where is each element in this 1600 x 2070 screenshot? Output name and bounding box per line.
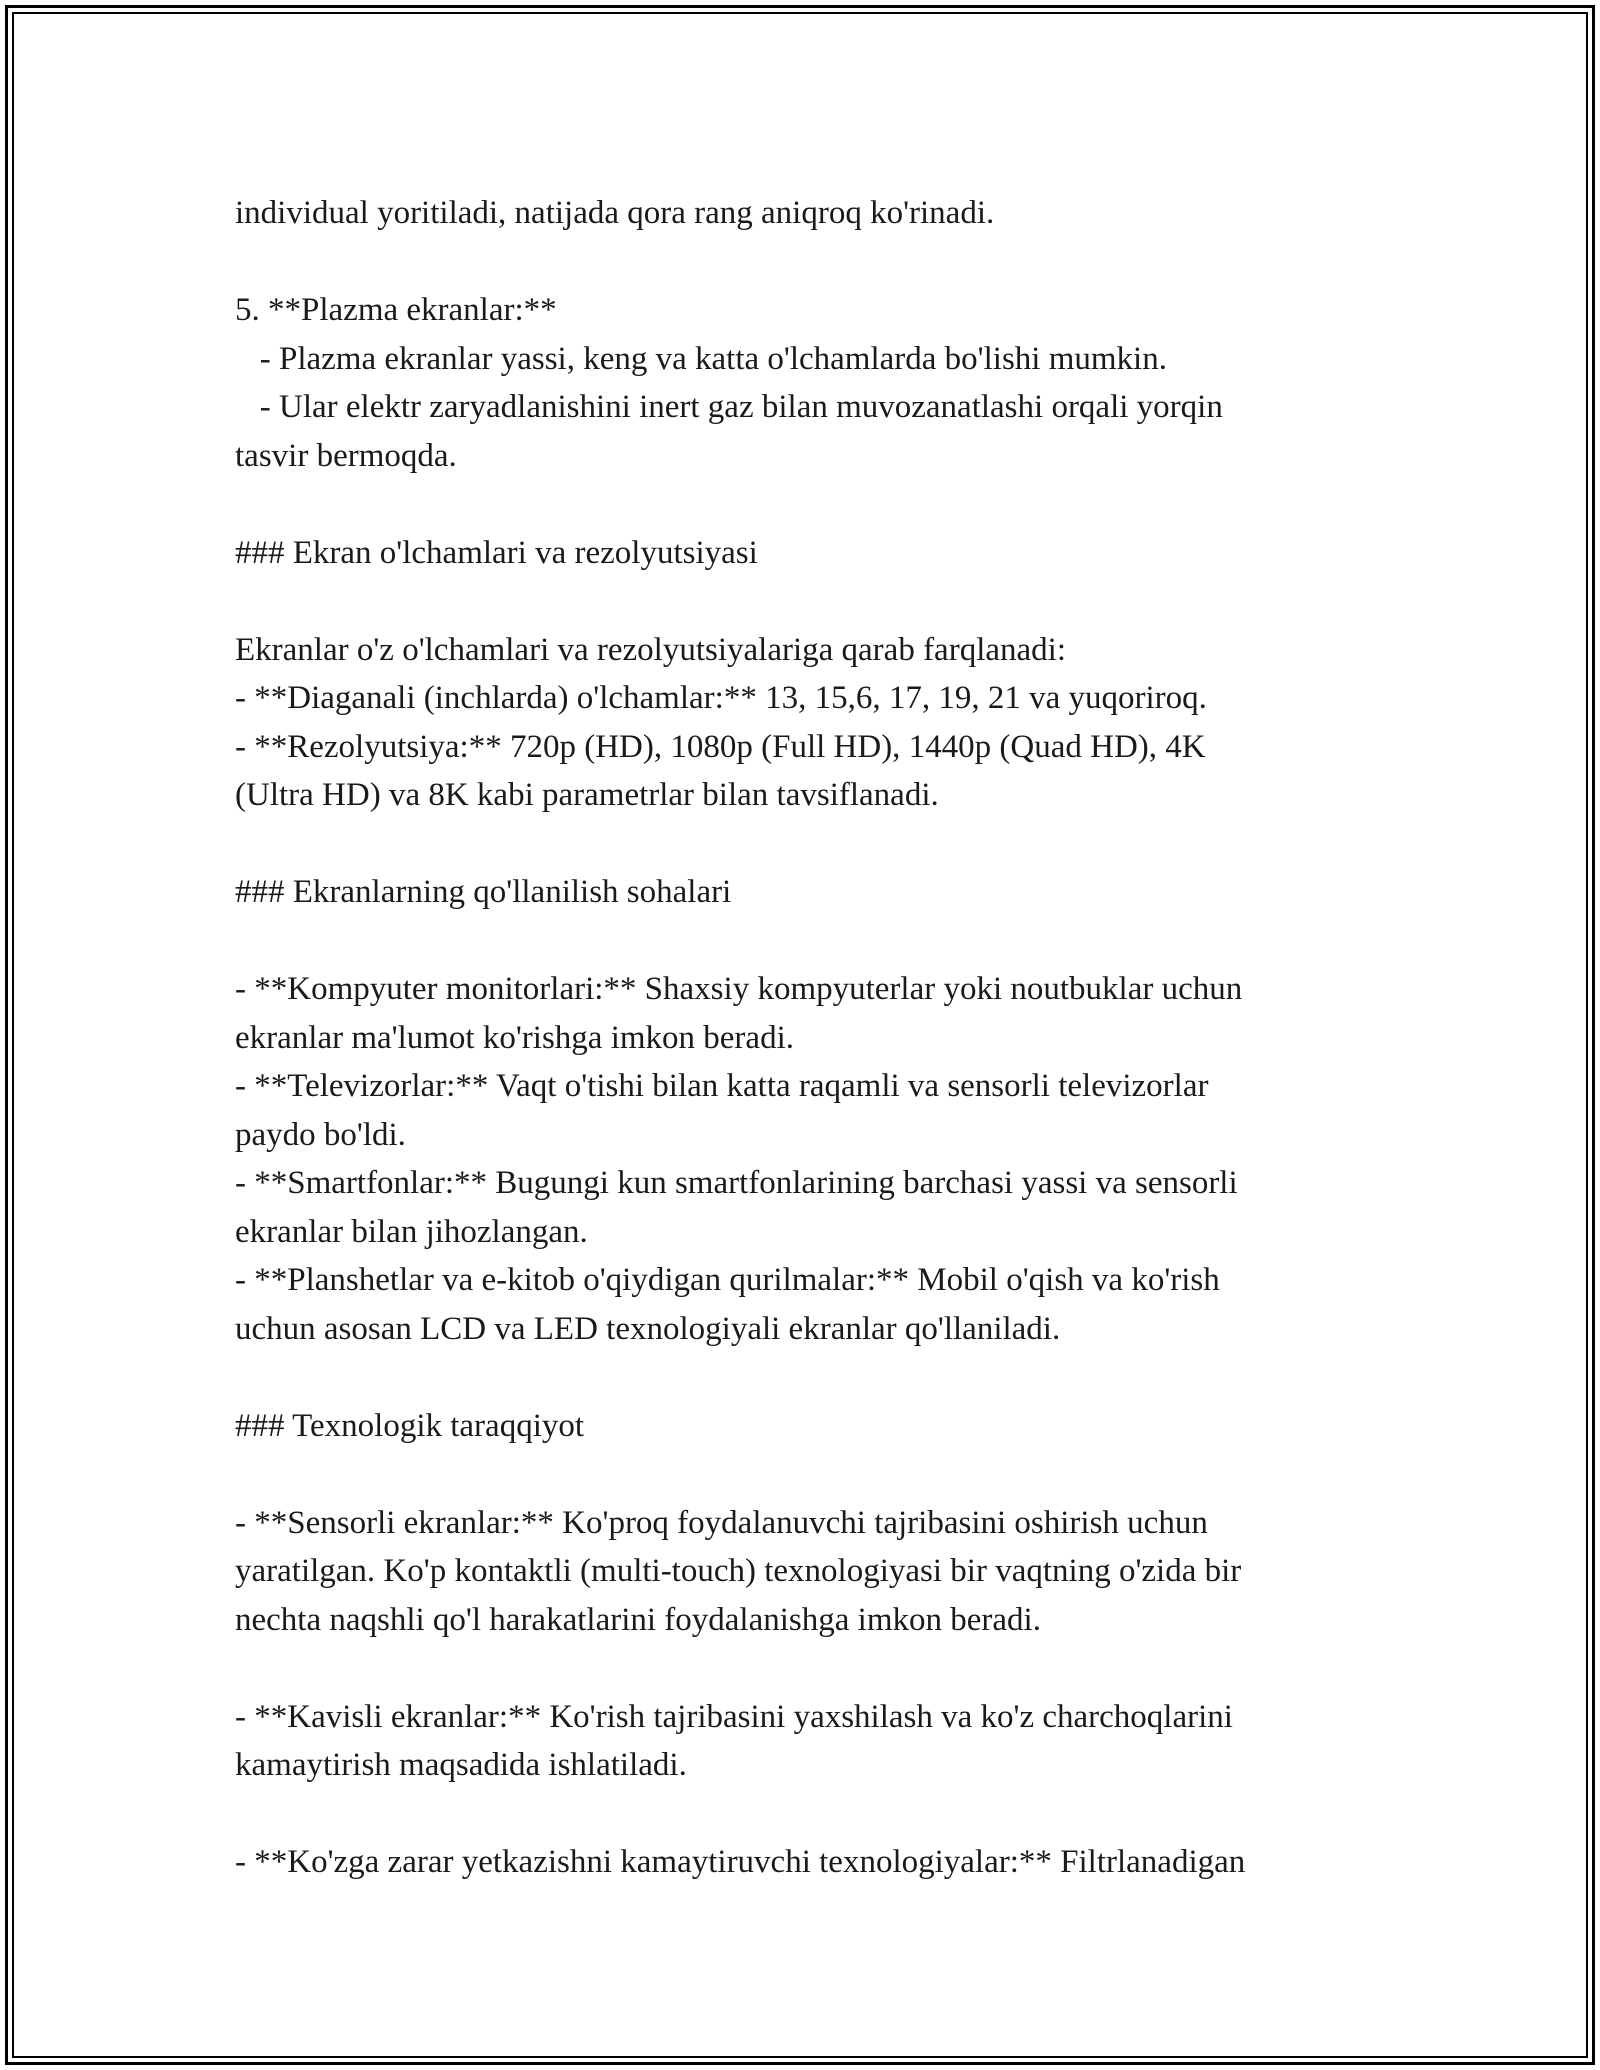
blank-line	[235, 917, 1385, 966]
list-item: - **Kompyuter monitorlari:** Shaxsiy kompyuterlar yoki noutbuklar uchun	[235, 971, 1243, 1007]
text-line: ekranlar ma'lumot ko'rishga imkon beradi.	[235, 1019, 794, 1056]
list-item: - **Sensorli ekranlar:** Ko'proq foydalanuvchi tajribasini oshirish uchun	[235, 1504, 1208, 1541]
text-line: individual yoritiladi, natijada qora rang aniqroq ko'rinadi.	[235, 195, 995, 231]
list-item: - **Televizorlar:** Vaqt o'tishi bilan katta raqamli va sensorli televizorlar	[235, 1068, 1209, 1104]
blank-line	[235, 238, 1385, 287]
list-item: - **Ko'zga zarar yetkazishni kamaytiruvchi texnologiyalar:** Filtrlanadigan	[235, 1844, 1246, 1880]
blank-line	[235, 577, 1385, 626]
text-line: tasvir bermoqda.	[235, 437, 457, 474]
document-body	[235, 189, 1385, 1887]
blank-line	[235, 1790, 1385, 1839]
section-heading: ### Texnologik taraqqiyot	[235, 1407, 585, 1444]
text-line: paydo bo'ldi.	[235, 1116, 406, 1153]
list-item: - **Rezolyutsiya:** 720p (HD), 1080p (Full HD), 1440p (Quad HD), 4K	[235, 728, 1206, 765]
blank-line	[235, 1450, 1385, 1499]
blank-line	[235, 1353, 1385, 1402]
list-item: - Plazma ekranlar yassi, keng va katta o'lchamlarda bo'lishi mumkin.	[235, 340, 1167, 377]
list-item: - **Planshetlar va e-kitob o'qiydigan qurilmalar:** Mobil o'qish va ko'rish	[235, 1262, 1220, 1298]
section-heading: ### Ekranlarning qo'llanilish sohalari	[235, 874, 732, 910]
list-item: - **Diaganali (inchlarda) o'lchamlar:** 13, 15,6, 17, 19, 21 va yuqoriroq.	[235, 680, 1207, 716]
list-heading: 5. **Plazma ekranlar:**	[235, 292, 557, 328]
blank-line	[235, 820, 1385, 869]
list-item: - **Smartfonlar:** Bugungi kun smartfonlarining barchasi yassi va sensorli	[235, 1165, 1238, 1201]
text-line: (Ultra HD) va 8K kabi parametrlar bilan tavsiflanadi.	[235, 777, 939, 813]
blank-line	[235, 480, 1385, 529]
text-line: ekranlar bilan jihozlangan.	[235, 1213, 588, 1250]
list-item: - Ular elektr zaryadlanishini inert gaz bilan muvozanatlashi orqali yorqin	[235, 389, 1223, 425]
text-line: nechta naqshli qo'l harakatlarini foydalanishga imkon beradi.	[235, 1601, 1041, 1638]
section-heading: ### Ekran o'lchamlari va rezolyutsiyasi	[235, 534, 758, 571]
blank-line	[235, 1644, 1385, 1693]
text-line: kamaytirish maqsadida ishlatiladi.	[235, 1747, 687, 1783]
text-line: Ekranlar o'z o'lchamlari va rezolyutsiyalariga qarab farqlanadi:	[235, 631, 1066, 668]
list-item: - **Kavisli ekranlar:** Ko'rish tajribasini yaxshilash va ko'z charchoqlarini	[235, 1698, 1233, 1735]
text-line: yaratilgan. Ko'p kontaktli (multi-touch) texnologiyasi bir vaqtning o'zida bir	[235, 1553, 1242, 1589]
text-line: uchun asosan LCD va LED texnologiyali ekranlar qo'llaniladi.	[235, 1310, 1061, 1347]
